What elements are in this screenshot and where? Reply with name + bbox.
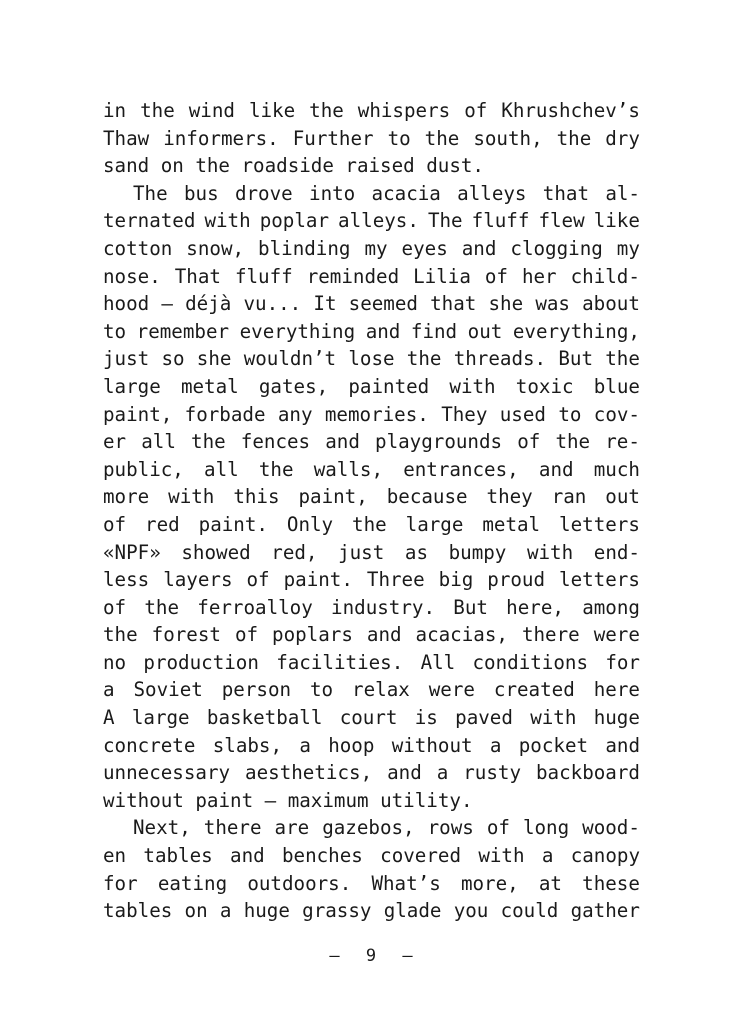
text-line: to remember everything and find out everything, bbox=[103, 319, 640, 343]
text-line: hood – déjà vu... It seemed that she was about bbox=[103, 292, 640, 316]
text-line: concrete slabs, a hoop without a pocket and bbox=[103, 733, 640, 757]
text-line: paint, forbade any memories. They used to cov- bbox=[103, 402, 640, 426]
text-line: Thaw informers. Further to the south, the dry bbox=[103, 126, 640, 150]
text-line: no production facilities. All conditions for bbox=[103, 650, 640, 674]
text-line: public, all the walls, entrances, and much bbox=[103, 457, 640, 481]
text-line: the forest of poplars and acacias, there were bbox=[103, 623, 640, 647]
text-line: unnecessary aesthetics, and a rusty backboard bbox=[103, 761, 640, 785]
text-line: more with this paint, because they ran out bbox=[103, 485, 640, 509]
page-number: – 9 – bbox=[329, 946, 413, 966]
text-line: A large basketball court is paved with huge bbox=[103, 706, 640, 730]
text-line: sand on the roadside raised dust. bbox=[103, 154, 484, 178]
text-line: for eating outdoors. What’s more, at these bbox=[103, 871, 640, 895]
text-line: en tables and benches covered with a canopy bbox=[103, 844, 640, 868]
text-line: without paint – maximum utility. bbox=[103, 788, 473, 812]
text-line: er all the fences and playgrounds of the re- bbox=[103, 430, 640, 454]
text-line: nose. That fluff reminded Lilia of her child- bbox=[103, 264, 640, 288]
text-line: in the wind like the whispers of Khrushchev’s bbox=[103, 99, 640, 122]
text-line: Next, there are gazebos, rows of long wood- bbox=[133, 816, 640, 840]
text-line: tables on a huge grassy glade you could gather bbox=[103, 899, 640, 923]
text-line: large metal gates, painted with toxic blue bbox=[103, 374, 640, 398]
text-line: less layers of paint. Three big proud letters bbox=[103, 568, 640, 592]
text-line: of the ferroalloy industry. But here, among bbox=[103, 595, 640, 619]
body-text bbox=[103, 97, 640, 925]
text-line: ternated with poplar alleys. The fluff flew like bbox=[103, 209, 640, 233]
text-line: a Soviet person to relax were created here bbox=[103, 678, 640, 702]
text-line: just so she wouldn’t lose the threads. But the bbox=[103, 347, 640, 371]
text-line: cotton snow, blinding my eyes and clogging my bbox=[103, 236, 640, 260]
text-line: The bus drove into acacia alleys that al- bbox=[133, 181, 640, 205]
text-line: «NPF» showed red, just as bumpy with end- bbox=[103, 540, 640, 564]
text-line: of red paint. Only the large metal letters bbox=[103, 512, 640, 536]
